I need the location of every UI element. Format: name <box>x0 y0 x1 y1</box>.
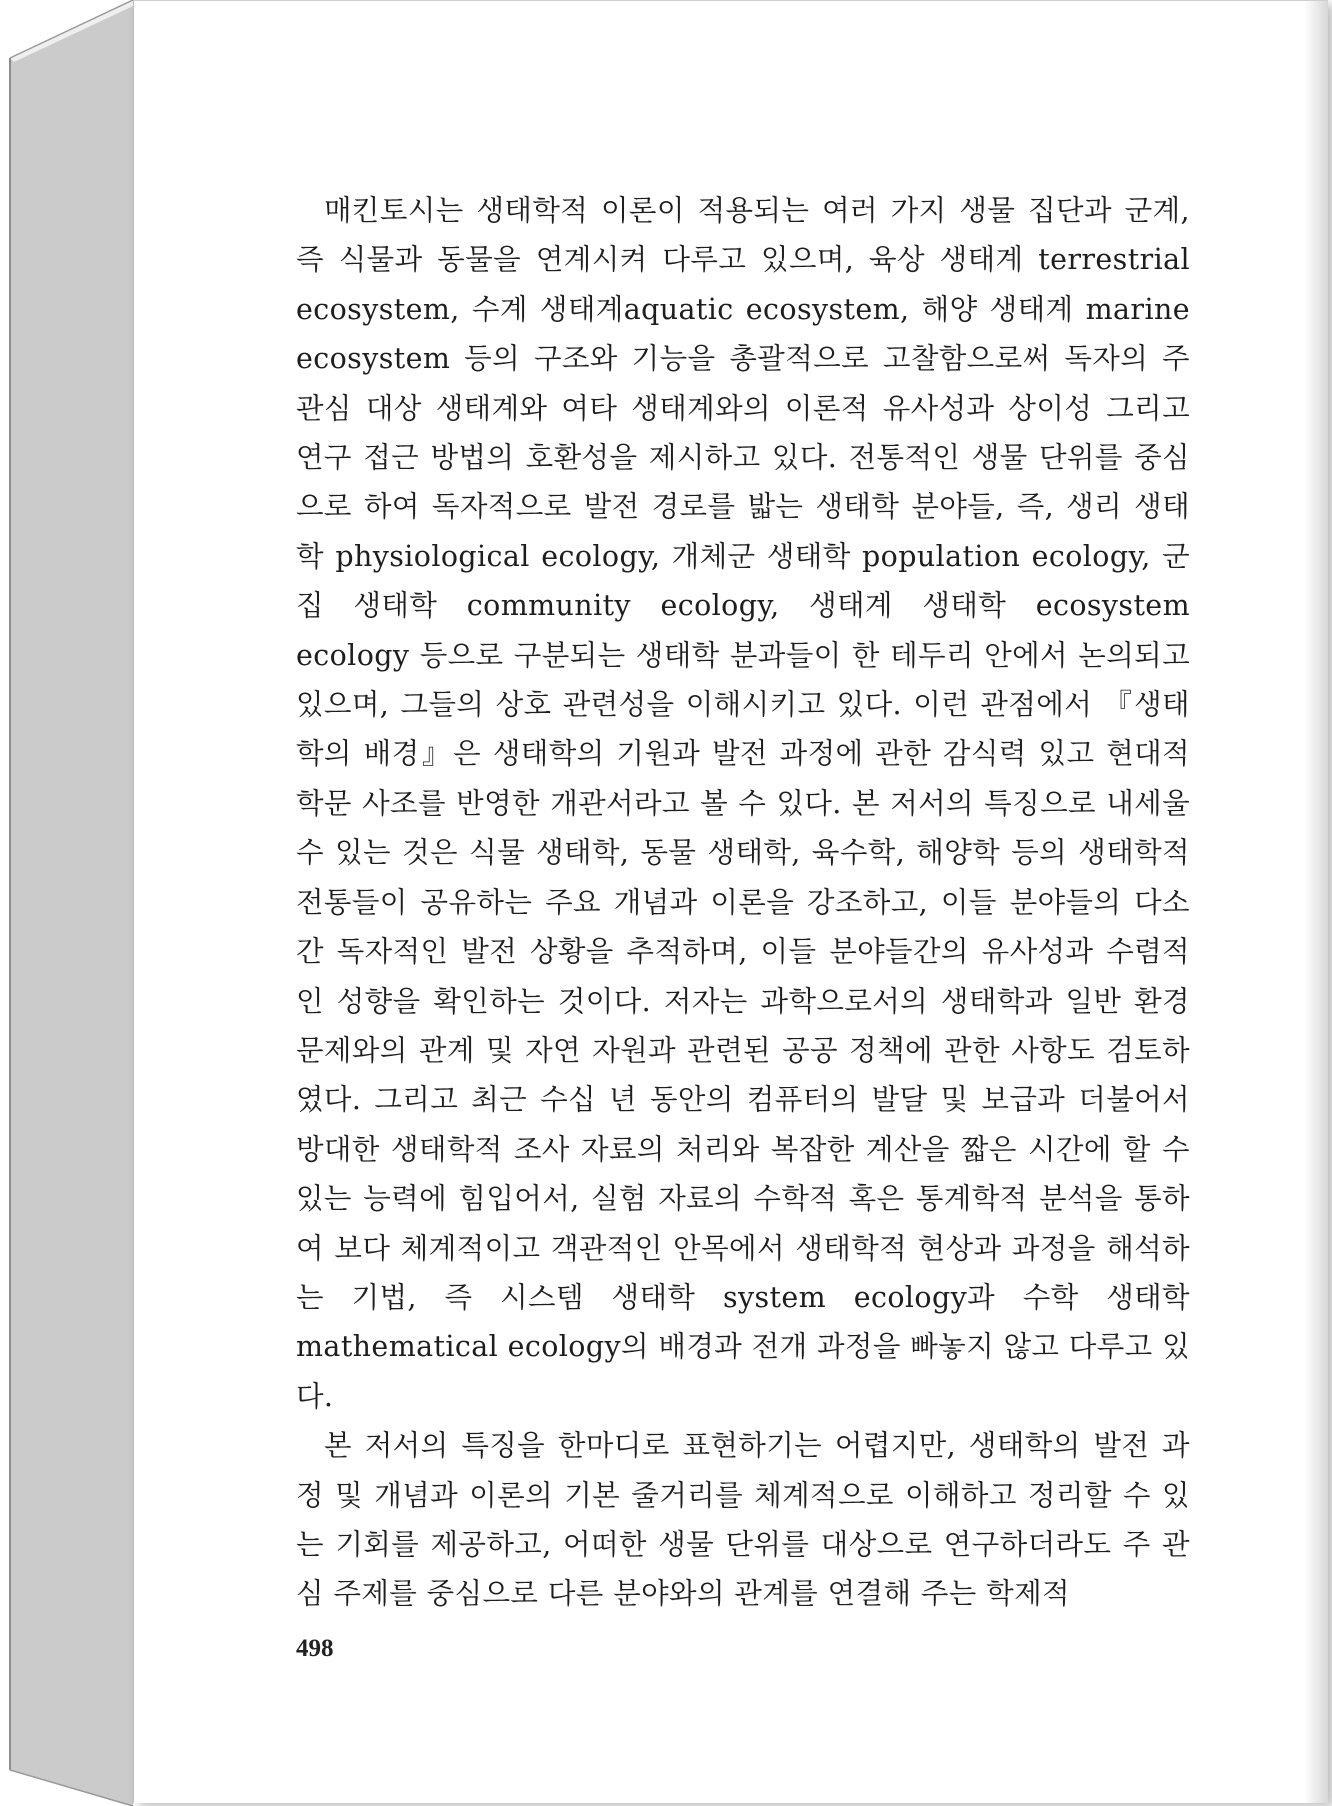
paragraph-1: 매킨토시는 생태학적 이론이 적용되는 여러 가지 생물 집단과 군계, 즉 식물과 동물을 연계시켜 다루고 있으며, 육상 생태계 terrestrial ecosystem, 수계 생태계aquatic ecosystem, 해양 생태계 marine ecosystem 등의 구조와 기능을 총괄적으로 고찰함으로써 독자의 주 관심 대상 생태계와 여타 생태계와의 이론적 유사성과 상이성 그리고 연구 접근 방법의 호환성을 제시하고 있다. 전통적인 생물 단위를 중심으로 하여 독자적으로 발전 경로를 밟는 생태학 분야들, 즉, 생리 생태학 physiological ecology, 개체군 생태학 population ecology, 군집 생태학 community ecology, 생태계 생태학 ecosystem ecology 등으로 구분되는 생태학 분과들이 한 테두리 안에서 논의되고 있으며, 그들의 상호 관련성을 이해시키고 있다. 이런 관점에서 『생태학의 배경』은 생태학의 기원과 발전 과정에 관한 감식력 있고 현대적 학문 사조를 반영한 개관서라고 볼 수 있다. 본 저서의 특징으로 내세울 수 있는 것은 식물 생태학, 동물 생태학, 육수학, 해양학 등의 생태학적 전통들이 공유하는 주요 개념과 이론을 강조하고, 이들 분야들의 다소간 독자적인 발전 상황을 추적하며, 이들 분야들간의 유사성과 수렴적인 성향을 확인하는 것이다. 저자는 과학으로서의 생태학과 일반 환경 문제와의 관계 및 자연 자원과 관련된 공공 정책에 관한 사항도 검토하였다. 그리고 최근 수십 년 동안의 컴퓨터의 발달 및 보급과 더불어서 방대한 생태학적 조사 자료의 처리와 복잡한 계산을 짧은 시간에 할 수 있는 능력에 힘입어서, 실험 자료의 수학적 혹은 통계학적 분석을 통하여 보다 체계적이고 객관적인 안목에서 생태학적 현상과 과정을 해석하는 기법, 즉 시스템 생태학 system ecology과 수학 생태학 mathematical ecology의 배경과 전개 과정을 빠놓지 않고 다루고 있다. <box>296 194 1190 1413</box>
book-spine <box>0 0 140 1806</box>
page-number: 498 <box>296 1635 334 1662</box>
page-edge-shadow <box>1304 1 1328 1803</box>
body-text <box>296 186 1190 1619</box>
paragraph-2: 본 저서의 특징을 한마디로 표현하기는 어렵지만, 생태학의 발전 과정 및 개념과 이론의 기본 줄거리를 체계적으로 이해하고 정리할 수 있는 기회를 제공하고, 어떠한 생물 단위를 대상으로 연구하더라도 주 관심 주제를 중심으로 다른 분야와의 관계를 연결해 주는 학제적 <box>296 1429 1190 1611</box>
